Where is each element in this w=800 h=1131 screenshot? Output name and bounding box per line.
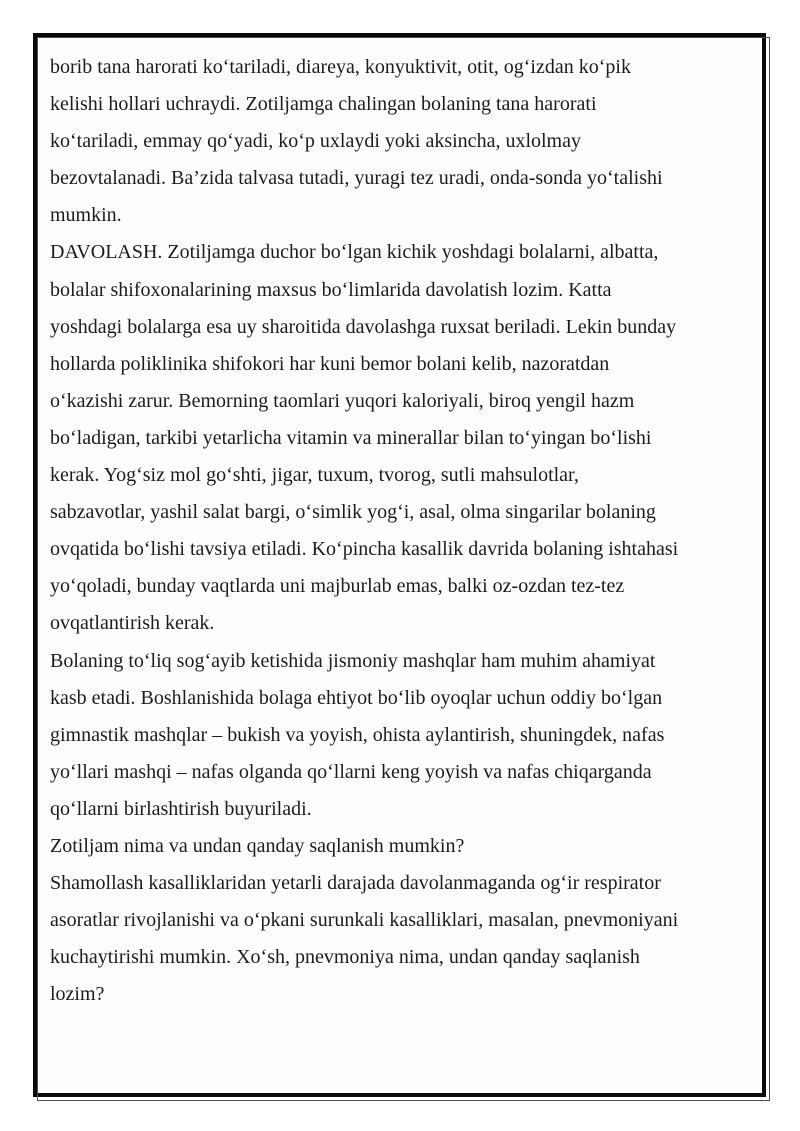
text-line: Zotiljam nima va undan qanday saqlanish mumkin? xyxy=(50,834,465,857)
text-line: kelishi hollari uchraydi. Zotiljamga chalingan bolaning tana harorati xyxy=(50,93,597,116)
text-line: ovqatlantirish kerak. xyxy=(50,612,215,635)
text-line: Shamollash kasalliklaridan yetarli darajada davolanmaganda og‘ir respirator xyxy=(50,872,661,895)
page-border-frame xyxy=(33,33,766,1097)
text-line: ko‘tariladi, emmay qo‘yadi, ko‘p uxlaydi yoki aksincha, uxlolmay xyxy=(50,130,581,153)
text-line: bolalar shifoxonalarining maxsus bo‘limlarida davolatish lozim. Katta xyxy=(50,278,612,301)
text-line: DAVOLASH. Zotiljamga duchor bo‘lgan kichik yoshdagi bolalarni, albatta, xyxy=(50,241,659,264)
text-line: kuchaytirishi mumkin. Xo‘sh, pnevmoniya nima, undan qanday saqlanish xyxy=(50,946,640,969)
text-line: ovqatida bo‘lishi tavsiya etiladi. Ko‘pincha kasallik davrida bolaning ishtahasi xyxy=(50,538,679,561)
text-line: Bolaning to‘liq sog‘ayib ketishida jismoniy mashqlar ham muhim ahamiyat xyxy=(50,649,656,672)
text-line: mumkin. xyxy=(50,204,122,227)
text-line: yo‘qoladi, bunday vaqtlarda uni majburlab emas, balki oz-ozdan tez-tez xyxy=(50,575,625,598)
text-line: yo‘llari mashqi – nafas olganda qo‘llarni keng yoyish va nafas chiqarganda xyxy=(50,760,652,783)
text-line: kerak. Yog‘siz mol go‘shti, jigar, tuxum, tvorog, sutli mahsulotlar, xyxy=(50,464,579,487)
document-body xyxy=(50,49,756,1089)
text-line: yoshdagi bolalarga esa uy sharoitida davolashga ruxsat beriladi. Lekin bunday xyxy=(50,315,677,338)
text-line: o‘kazishi zarur. Bemorning taomlari yuqori kaloriyali, biroq yengil hazm xyxy=(50,389,635,412)
text-line: borib tana harorati ko‘tariladi, diareya, konyuktivit, otit, og‘izdan ko‘pik xyxy=(50,56,631,78)
text-line: gimnastik mashqlar – bukish va yoyish, ohista aylantirish, shuningdek, nafas xyxy=(50,723,665,746)
text-line: asoratlar rivojlanishi va o‘pkani surunkali kasalliklari, masalan, pnevmoniyani xyxy=(50,909,679,932)
text-line: qo‘llarni birlashtirish buyuriladi. xyxy=(50,797,312,820)
text-line: kasb etadi. Boshlanishida bolaga ehtiyot bo‘lib oyoqlar uchun oddiy bo‘lgan xyxy=(50,686,663,709)
text-line: sabzavotlar, yashil salat bargi, o‘simlik yog‘i, asal, olma singarilar bolaning xyxy=(50,501,656,524)
text-line: hollarda poliklinika shifokori har kuni bemor bolani kelib, nazoratdan xyxy=(50,352,610,375)
text-line: lozim? xyxy=(50,983,105,1006)
text-line: bezovtalanadi. Ba’zida talvasa tutadi, yuragi tez uradi, onda-sonda yo‘talishi xyxy=(50,167,663,190)
text-line: bo‘ladigan, tarkibi yetarlicha vitamin va minerallar bilan to‘yingan bo‘lishi xyxy=(50,426,652,449)
